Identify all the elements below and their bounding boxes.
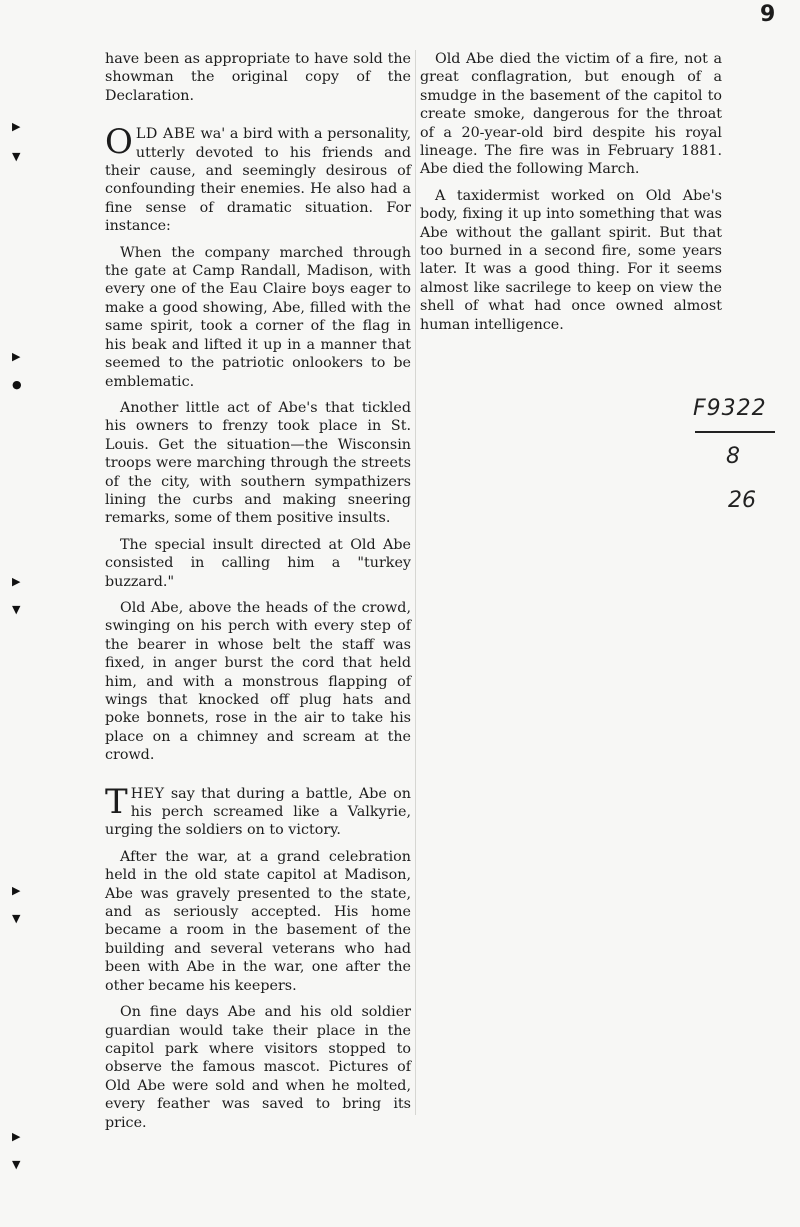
paragraph: Old Abe, above the heads of the crowd, swinging on his perch with every step of the bearer in whose belt the staff was fixed, in anger burst the cord that held him, and with a monstrous flapping of wings that knocked off plug hats and poke bonnets, rose in the air to take his place on a chimney and scream at the crowd. bbox=[105, 599, 411, 764]
scan-mark: ▼ bbox=[12, 603, 21, 616]
right-column bbox=[420, 50, 722, 342]
scan-mark: ▶ bbox=[12, 1130, 21, 1143]
scan-mark: ▶ bbox=[12, 120, 21, 133]
section-intro-paragraph bbox=[105, 122, 411, 235]
scan-mark: ▶ bbox=[12, 884, 21, 897]
drop-cap: T bbox=[105, 781, 128, 822]
scan-mark: ● bbox=[12, 378, 22, 391]
section-intro-paragraph bbox=[105, 781, 411, 840]
lead-in: HEY bbox=[130, 785, 165, 802]
scan-mark: ▶ bbox=[12, 575, 21, 588]
handwritten-notation: F9322 bbox=[693, 396, 767, 421]
paragraph-text: wa' a bird with a personality, utterly devoted to his friends and their cause, and seemingly desirous of confounding their enemies. He also had a fine sense of dramatic situation. For instance: bbox=[105, 126, 411, 235]
handwritten-notation: 8 bbox=[726, 444, 740, 469]
lead-in: LD ABE bbox=[135, 126, 196, 143]
paragraph: When the company marched through the gate at Camp Randall, Madison, with every one of the Eau Claire boys eager to make a good showing, Abe, filled with the same spirit, took a corner of the flag in his beak and lifted it up in a manner that seemed to the patriotic onlookers to be emblematic. bbox=[105, 244, 411, 390]
drop-cap: O bbox=[105, 122, 133, 163]
scan-mark: ▶ bbox=[12, 350, 21, 363]
scan-mark: ▼ bbox=[12, 1158, 21, 1171]
paragraph: Old Abe died the victim of a fire, not a great conflagration, but enough of a smudge in the basement of the capitol to create smoke, dangerous for the throat of a 20-year-old bird despite his royal lineage. The fire was in February 1881. Abe died the following March. bbox=[420, 51, 722, 178]
paragraph: have been as appropriate to have sold the showman the original copy of the Declaration. bbox=[105, 51, 411, 104]
column-divider bbox=[415, 50, 416, 1115]
scan-mark: ▼ bbox=[12, 912, 21, 925]
handwritten-notation: 26 bbox=[728, 488, 756, 513]
paragraph: Another little act of Abe's that tickled his owners to frenzy took place in St. Louis. Get the situation—the Wisconsin troops were marching through the streets of the city, with southern sympathizers lining the curbs and making sneering remarks, some of them positive insults. bbox=[105, 399, 411, 527]
handwritten-underline bbox=[695, 431, 775, 433]
paragraph-text: say that during a battle, Abe on his perch screamed like a Valkyrie, urging the soldiers on to victory. bbox=[105, 785, 411, 839]
scan-mark: ▼ bbox=[12, 150, 21, 163]
paragraph: The special insult directed at Old Abe consisted in calling him a "turkey buzzard." bbox=[105, 536, 411, 590]
paragraph: After the war, at a grand celebration held in the old state capitol at Madison, Abe was gravely presented to the state, and as seriously accepted. His home became a room in the basement of the building and several veterans who had been with Abe in the war, one after the other became his keepers. bbox=[105, 848, 411, 994]
left-column bbox=[105, 50, 411, 1140]
paragraph: A taxidermist worked on Old Abe's body, fixing it up into something that was Abe without the gallant spirit. But that too burned in a second fire, some years later. It was a good thing. For it seems almost like sacrilege to keep on view the shell of what had once owned almost human intelligence. bbox=[420, 187, 722, 333]
paragraph: On fine days Abe and his old soldier guardian would take their place in the capitol park where visitors stopped to observe the famous mascot. Pictures of Old Abe were sold and when he molted, every feather was saved to bring its price. bbox=[105, 1004, 411, 1131]
page-number: 9 bbox=[760, 2, 776, 27]
